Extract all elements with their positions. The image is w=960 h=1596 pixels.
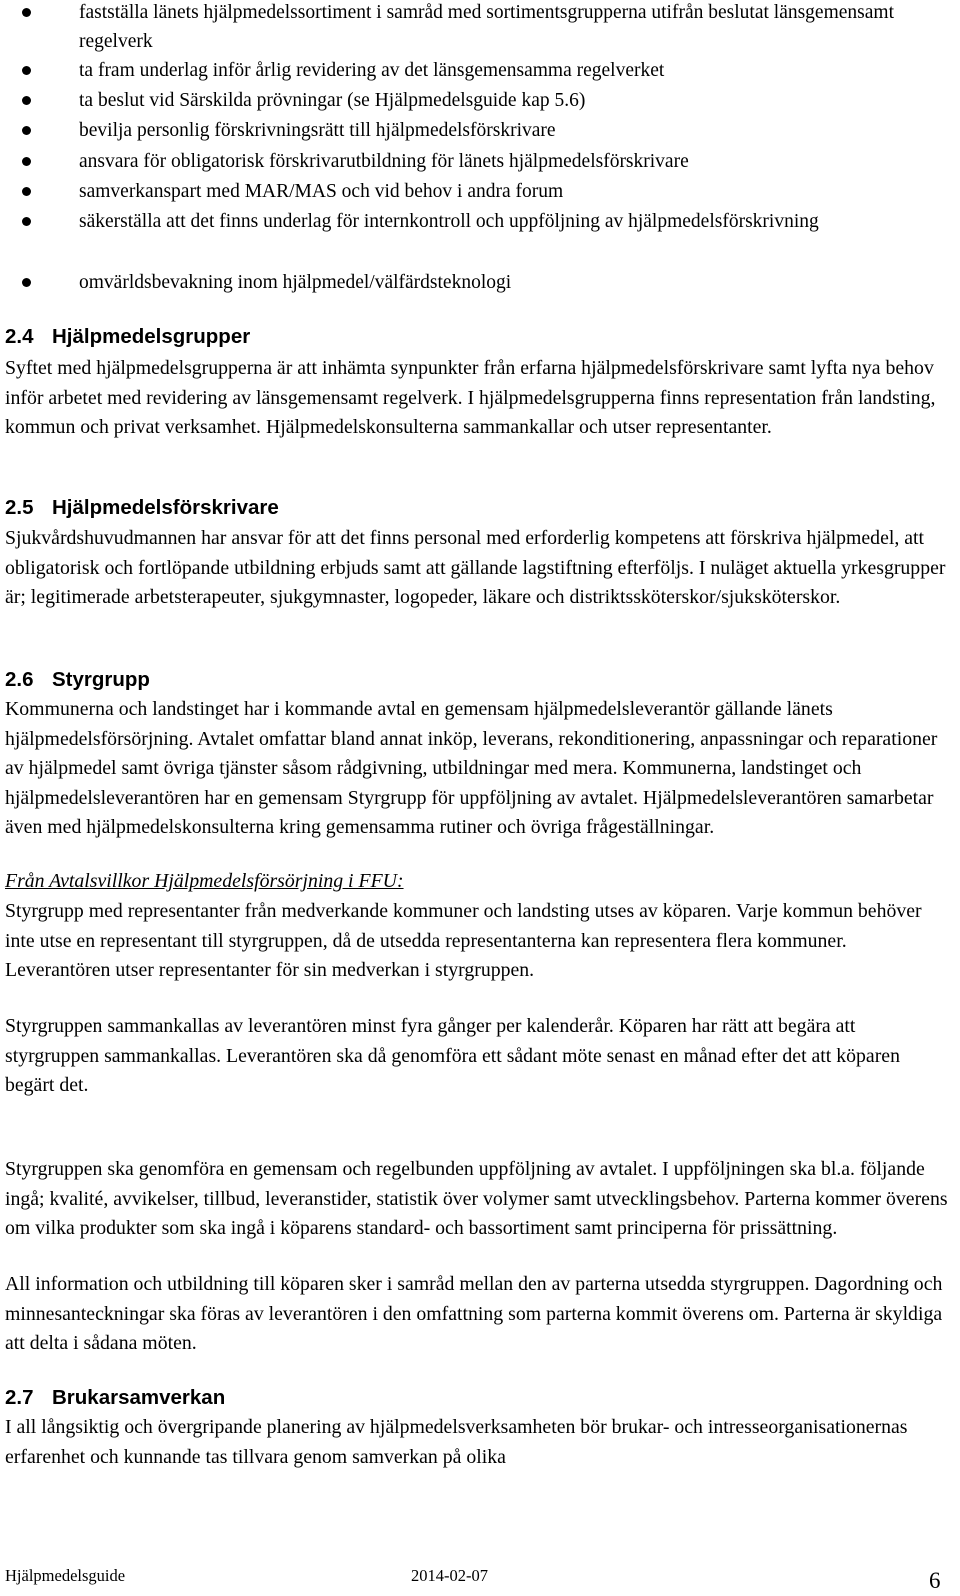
list-item xyxy=(79,207,944,236)
section-title: Styrgrupp xyxy=(52,668,150,691)
section-number: 2.4 xyxy=(5,325,34,348)
list-item xyxy=(79,116,944,145)
section-title: Brukarsamverkan xyxy=(52,1386,226,1409)
footer-date: 2014-02-07 xyxy=(411,1566,488,1585)
list-item-text: ta beslut vid Särskilda prövningar (se Hjälpmedelsguide kap 5.6) xyxy=(79,90,586,111)
list-item xyxy=(79,177,944,206)
list-item-text: omvärldsbevakning inom hjälpmedel/välfärdsteknologi xyxy=(79,272,512,293)
bullet-icon xyxy=(22,126,31,135)
bullet-icon xyxy=(22,217,31,226)
section-number: 2.6 xyxy=(5,668,34,691)
list-item xyxy=(79,86,944,115)
paragraph: All information och utbildning till köparen sker i samråd mellan den av parterna utsedda styrgruppen. Dagordning och minnesanteckningar ska föras av leverantören i den omfattning som parterna kommit överens om. Parterna är skyldiga att delta i sådana möten. xyxy=(5,1273,943,1354)
list-item xyxy=(79,0,944,56)
list-item-text: samverkanspart med MAR/MAS och vid behov i andra forum xyxy=(79,181,564,202)
section-heading-2-6 xyxy=(5,666,150,694)
section-title: Hjälpmedelsförskrivare xyxy=(52,496,279,519)
list-item-text: bevilja personlig förskrivningsrätt till hjälpmedelsförskrivare xyxy=(79,120,556,141)
bullet-icon xyxy=(22,8,31,17)
list-item xyxy=(79,56,944,85)
source-heading: Från Avtalsvillkor Hjälpmedelsförsörjning i FFU: xyxy=(5,870,404,892)
list-item-text: fastställa länets hjälpmedelssortiment i samråd med sortimentsgrupperna utifrån beslutat länsgemensamt regelverk xyxy=(79,2,894,52)
section-title: Hjälpmedelsgrupper xyxy=(52,325,251,348)
paragraph: Styrgruppen ska genomföra en gemensam och regelbunden uppföljning av avtalet. I uppföljningen ska bl.a. följande ingå; kvalité, avvikelser, tillbud, leveranstider, statistik över volymer samt utvecklingsbehov. Parterna kommer överens om vilka produkter som ska ingå i köparens standard- och bassortiment samt principerna för prissättning. xyxy=(5,1158,948,1239)
section-number: 2.5 xyxy=(5,496,34,519)
bullet-icon xyxy=(22,278,31,287)
bullet-icon xyxy=(22,66,31,75)
section-heading-2-7 xyxy=(5,1384,225,1412)
list-item-text: säkerställa att det finns underlag för internkontroll och uppföljning av hjälpmedelsförskrivning xyxy=(79,211,819,232)
bullet-icon xyxy=(22,187,31,196)
section-number: 2.7 xyxy=(5,1386,34,1409)
section-body-2-4: Syftet med hjälpmedelsgrupperna är att inhämta synpunkter från erfarna hjälpmedelsförskrivare samt lyfta nya behov inför arbetet med revidering av länsgemensamt regelverk. I hjälpmedelsgrupperna finns representation från landsting, kommun och privat verksamhet. Hjälpmedelskonsulterna sammankallar och utser representanter. xyxy=(5,357,936,438)
bullet-icon xyxy=(22,96,31,105)
paragraph: Styrgruppen sammankallas av leverantören minst fyra gånger per kalenderår. Köparen har rätt att begära att styrgruppen sammankallas. Leverantören ska då genomföra ett sådant möte senast en månad efter det att köparen begärt det. xyxy=(5,1015,900,1096)
section-body-2-6: Kommunerna och landstinget har i kommande avtal en gemensam hjälpmedelsleverantör gällande länets hjälpmedelsförsörjning. Avtalet omfattar bland annat inköp, leverans, rekonditionering, anpassningar och reparationer av hjälpmedel samt övriga tjänster såsom rådgivning, utbildningar med mera. Kommunerna, landstinget och hjälpmedelsleverantören har en gemensam Styrgrupp för uppföljning av avtalet. Hjälpmedelsleverantören samarbetar även med hjälpmedelskonsulterna kring gemensamma rutiner och övriga frågeställningar. xyxy=(5,698,938,838)
paragraph: Styrgrupp med representanter från medverkande kommuner och landsting utses av köparen. Varje kommun behöver inte utse en representant till styrgruppen, då de utsedda representanterna kan representera flera kommuner. Leverantören utser representanter för sin medverkan i styrgruppen. xyxy=(5,900,922,981)
footer-title: Hjälpmedelsguide xyxy=(5,1566,126,1585)
list-item-text: ta fram underlag inför årlig revidering av det länsgemensamma regelverket xyxy=(79,60,665,81)
section-heading-2-5 xyxy=(5,494,279,522)
section-body-2-5: Sjukvårdshuvudmannen har ansvar för att det finns personal med erforderlig kompetens att förskriva hjälpmedel, att obligatorisk och fortlöpande utbildning erbjuds samt att gällande lagstiftning efterföljs. I nuläget aktuella yrkesgrupper är; legitimerade arbetsterapeuter, sjukgymnaster, logopeder, läkare och distriktssköterskor/sjuksköterskor. xyxy=(5,527,946,608)
section-body-2-7: I all långsiktig och övergripande planering av hjälpmedelsverksamheten bör brukar- och intresseorganisationernas erfarenhet och kunnande tas tillvara genom samverkan på olika xyxy=(5,1416,908,1468)
section-heading-2-4 xyxy=(5,323,250,351)
list-item xyxy=(79,147,944,176)
list-item xyxy=(79,268,944,297)
list-item-text: ansvara för obligatorisk förskrivarutbildning för länets hjälpmedelsförskrivare xyxy=(79,151,689,172)
page-number: 6 xyxy=(929,1568,941,1593)
bullet-icon xyxy=(22,157,31,166)
